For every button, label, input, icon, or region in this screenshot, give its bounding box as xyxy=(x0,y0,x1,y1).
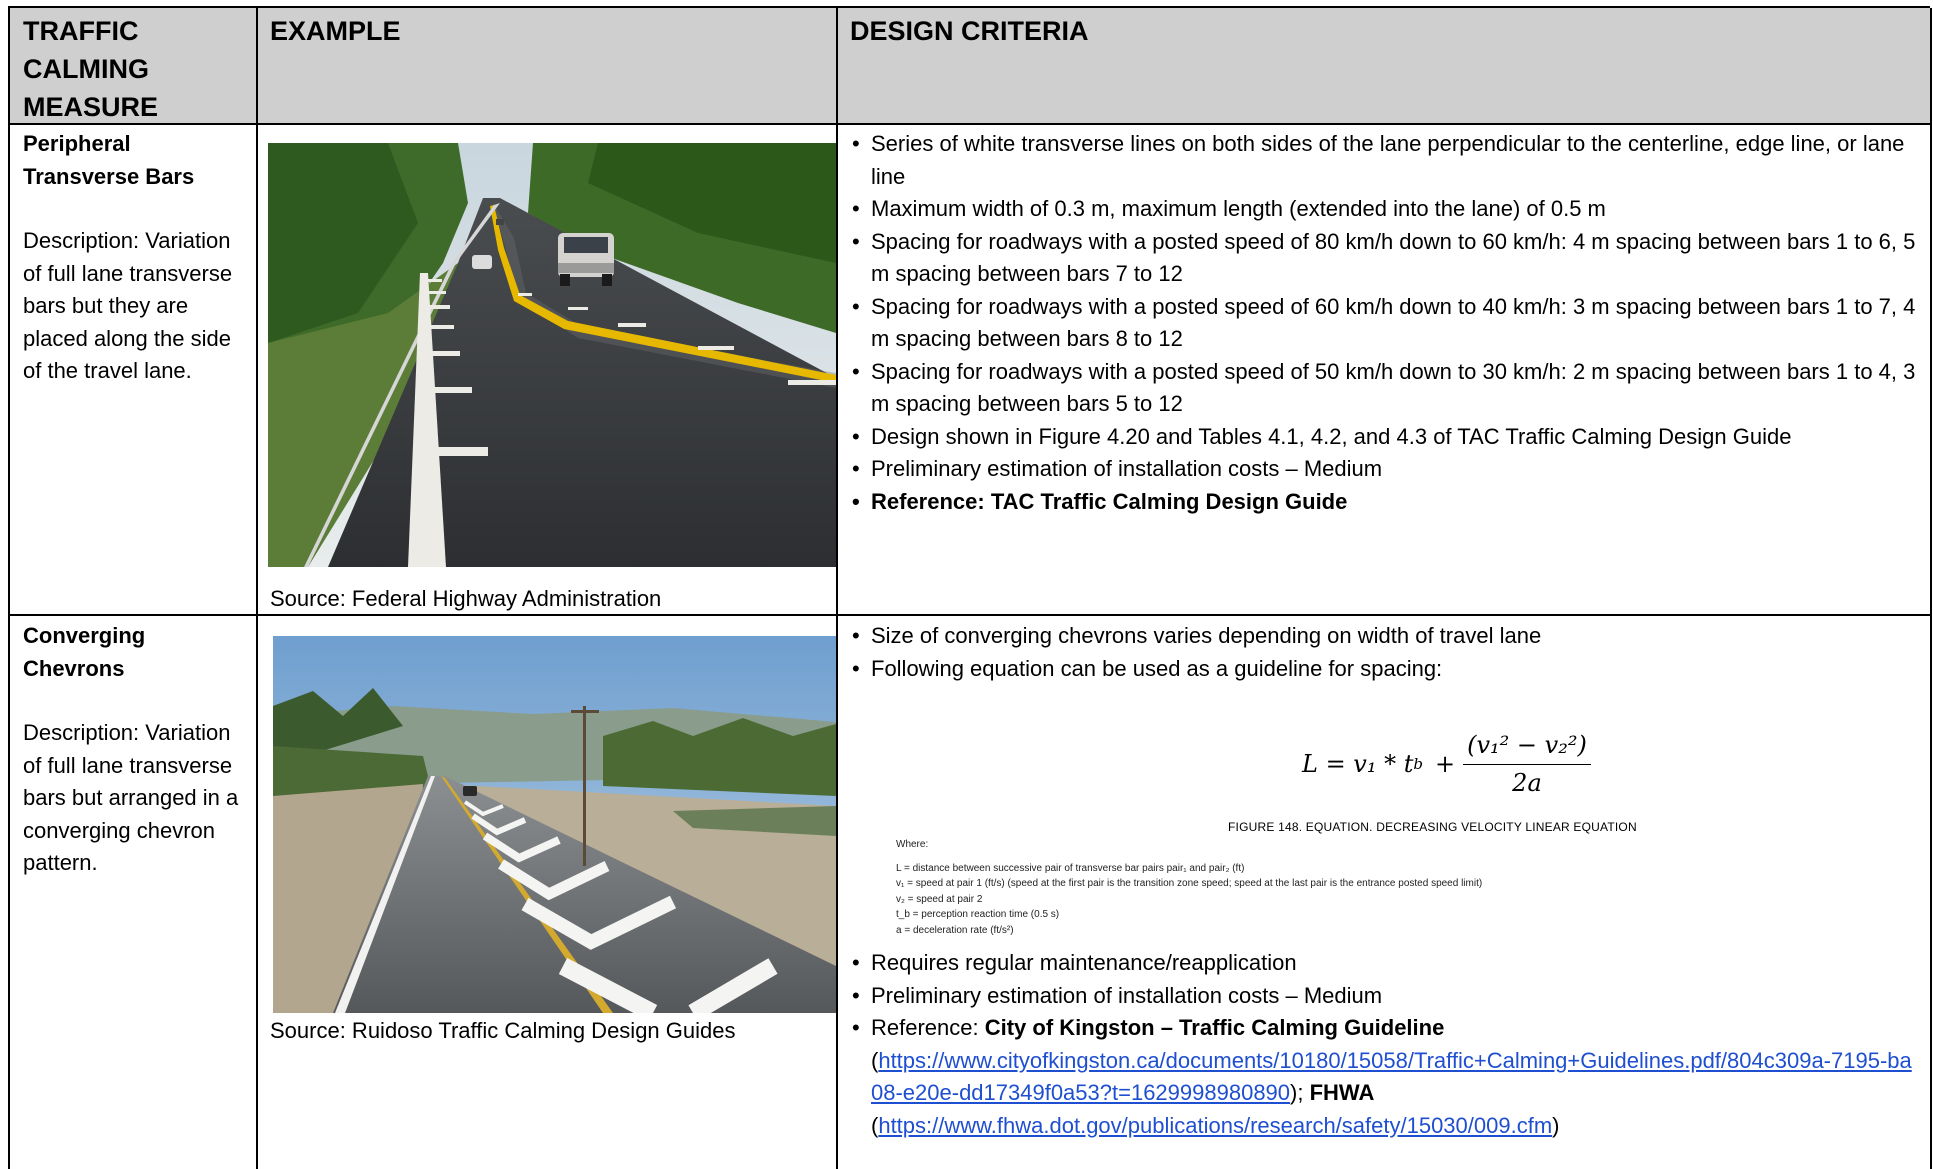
reference-paren: ); xyxy=(1290,1080,1310,1105)
equation-fraction xyxy=(1463,729,1591,799)
measure-description: Description: Variation of full lane transverse bars but they are placed along the side of the travel lane. xyxy=(23,228,233,383)
row-divider xyxy=(10,123,1930,125)
photo-source: Source: Federal Highway Administration xyxy=(270,586,662,611)
criteria-reference xyxy=(852,1012,1922,1142)
criteria-item: • Spacing for roadways with a posted speed of 50 km/h down to 30 km/h: 2 m spacing between bars 1 to 4, 3 m spacing between bars 5 to 12 xyxy=(852,356,1922,421)
criteria-list xyxy=(852,947,1922,1142)
header-example: EXAMPLE xyxy=(270,16,401,46)
table-right-border xyxy=(1930,8,1932,1169)
measure-cell xyxy=(23,128,248,388)
definition-line: a = deceleration rate (ft/s²) xyxy=(896,924,1014,936)
criteria-item: • Spacing for roadways with a posted speed of 80 km/h down to 60 km/h: 4 m spacing between bars 1 to 6, 5 m spacing between bars 7 to 12 xyxy=(852,226,1922,291)
kingston-guideline-link[interactable]: https://www.cityofkingston.ca/documents/10180/15058/Traffic+Calming+Guidelines.pdf/804c309a-7195-ba08-e20e-dd17349f0a53?t=1629998980890 xyxy=(871,1047,1912,1105)
photo-source: Source: Ruidoso Traffic Calming Design Guides xyxy=(270,1018,736,1043)
equation-lhs-subscript: b xyxy=(1413,754,1423,773)
reference-paren: ( xyxy=(871,1047,879,1073)
criteria-item: • Design shown in Figure 4.20 and Tables 4.1, 4.2, and 4.3 of TAC Traffic Calming Design Guide xyxy=(852,421,1922,454)
criteria-item: • Spacing for roadways with a posted speed of 60 km/h down to 40 km/h: 3 m spacing between bars 1 to 7, 4 m spacing between bars 8 to 12 xyxy=(852,291,1922,356)
header-measure: TRAFFIC CALMING MEASURE xyxy=(23,16,159,122)
equation-numerator: (v₁² − v₂²) xyxy=(1463,729,1591,765)
criteria-item: • Maximum width of 0.3 m, maximum length (extended into the lane) of 0.5 m xyxy=(852,193,1922,226)
fhwa-publication-link[interactable]: https://www.fhwa.dot.gov/publications/research/safety/15030/009.cfm xyxy=(878,1112,1553,1138)
reference-paren: ( xyxy=(871,1112,879,1138)
spacing-equation-figure xyxy=(852,685,1922,957)
measure-title: Converging Chevrons xyxy=(23,623,146,681)
criteria-list xyxy=(852,620,1922,685)
reference-org-fhwa: FHWA xyxy=(1309,1080,1375,1105)
header-design-criteria: DESIGN CRITERIA xyxy=(850,16,1089,46)
traffic-calming-table xyxy=(8,6,1930,1169)
equation-definitions xyxy=(896,837,1482,938)
criteria-cell xyxy=(852,620,1922,1142)
criteria-item: • Requires regular maintenance/reapplication xyxy=(852,947,1922,980)
converging-chevrons-photo xyxy=(273,636,836,1013)
measure-description: Description: Variation of full lane transverse bars but arranged in a converging chevron pattern. xyxy=(23,720,239,875)
criteria-item: • Preliminary estimation of installation costs – Medium xyxy=(852,453,1922,486)
definition-line: L = distance between successive pair of transverse bar pairs pair₁ and pair₂ (ft) xyxy=(896,862,1245,874)
example-photo xyxy=(268,143,836,567)
criteria-item: • Series of white transverse lines on both sides of the lane perpendicular to the centerline, edge line, or lane line xyxy=(852,128,1922,193)
criteria-item: • Size of converging chevrons varies depending on width of travel lane xyxy=(852,620,1922,653)
criteria-item: • Following equation can be used as a guideline for spacing: xyxy=(852,653,1922,686)
column-divider xyxy=(836,8,838,1169)
equation-lhs: L = v₁ * t xyxy=(1302,749,1414,778)
peripheral-bars-photo xyxy=(268,143,836,567)
row-divider xyxy=(10,614,1930,616)
measure-title: Peripheral Transverse Bars xyxy=(23,131,195,189)
equation-plus: + xyxy=(1435,749,1456,778)
spacing-equation xyxy=(1302,729,1591,799)
criteria-cell xyxy=(852,128,1922,518)
definition-line: v₁ = speed at pair 1 (ft/s) (speed at the first pair is the transition zone speed; speed at the last pair is the entrance posted speed limit) xyxy=(896,878,1483,889)
definition-line: t_b = perception reaction time (0.5 s) xyxy=(896,909,1060,920)
column-divider xyxy=(256,8,258,1169)
criteria-list xyxy=(852,128,1922,518)
where-label: Where: xyxy=(896,839,929,850)
measure-cell xyxy=(23,620,248,880)
reference-paren: ) xyxy=(1552,1112,1560,1138)
reference-label: Reference: xyxy=(871,1015,985,1040)
example-photo xyxy=(273,636,836,1013)
definition-line: v₂ = speed at pair 2 xyxy=(896,893,983,905)
criteria-item: • Preliminary estimation of installation costs – Medium xyxy=(852,980,1922,1013)
criteria-reference: • Reference: TAC Traffic Calming Design Guide xyxy=(852,486,1922,519)
reference-org-kingston: City of Kingston – Traffic Calming Guideline xyxy=(984,1015,1445,1040)
figure-caption: FIGURE 148. EQUATION. DECREASING VELOCITY LINEAR EQUATION xyxy=(1228,820,1637,834)
equation-denominator: 2a xyxy=(1512,768,1542,797)
